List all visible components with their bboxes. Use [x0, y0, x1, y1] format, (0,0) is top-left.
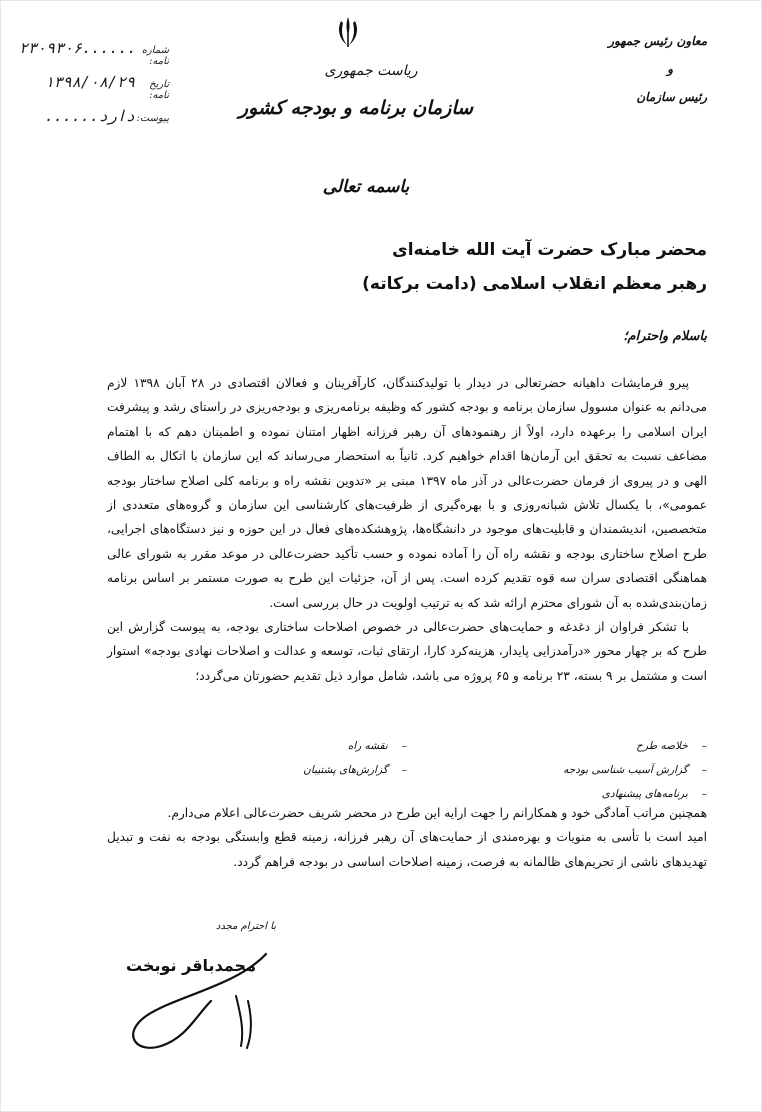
dash-bullet-icon: – — [401, 764, 407, 776]
signature-label: با احترام مجدد — [215, 921, 277, 932]
attachment-item: – برنامه‌های پیشنهادی — [601, 788, 707, 800]
closing-paragraph-1: همچنین مراتب آمادگی خود و همکارانم را جهت ارایه این طرح در محضر شریف حضرت‌عالی اعلام می‌دارم. — [167, 806, 707, 820]
dash-bullet-icon: – — [701, 740, 707, 752]
letter-meta — [19, 39, 169, 141]
attachment-item: – نقشه راه — [347, 740, 407, 752]
closing-paragraph-2: امید است با تأسی به منویات و بهره‌مندی از حمایت‌های آن رهبر فرزانه، زمینه قطع وابستگی بودجه به نفت و تبدیل تهدیدهای ناشی از تحریم‌های ظالمانه به فرصت، زمینه اصلاحات اساسی در بودجه فراهم گردد. — [107, 830, 707, 869]
attachment-item: – خلاصه طرح — [636, 740, 707, 752]
dash-bullet-icon: – — [701, 788, 707, 800]
letter-number-row — [19, 39, 169, 73]
letter-attachment-value: ......دارد — [44, 107, 135, 125]
dash-bullet-icon: – — [701, 764, 707, 776]
signer-name: محمدباقر نوبخت — [126, 956, 256, 975]
letter-date-value: ۱۳۹۸/۰۸/۲۹ — [44, 73, 135, 91]
letter-attachment-row — [19, 107, 169, 141]
sender-line-3: رئیس سازمان — [636, 90, 707, 104]
closing-text — [107, 801, 707, 874]
addressee-line-1: محضر مبارک حضرت آیت الله خامنه‌ای — [392, 240, 707, 260]
letter-body — [107, 371, 707, 688]
letter-number-label: شماره نامه: — [141, 45, 169, 67]
letter-date-label: تاریخ نامه: — [149, 79, 169, 101]
basmala: باسمه تعالی — [322, 177, 410, 197]
addressee-line-2: رهبر معظم انقلاب اسلامی (دامت برکاته) — [362, 274, 707, 294]
sender-line-1: معاون رئیس جمهور — [608, 34, 707, 48]
addressee — [147, 233, 707, 301]
organization-title: سازمان برنامه و بودجه کشور — [238, 97, 474, 119]
letter-number-value: ۲۳۰۹۳۰۶...... — [19, 39, 137, 57]
attachment-item: – گزارش‌های پشتیبان — [303, 764, 407, 776]
salutation: باسلام واحترام؛ — [623, 329, 707, 344]
body-paragraph-2: با تشکر فراوان از دغدغه و حمایت‌های حضرت‌عالی در خصوص اصلاحات ساختاری بودجه، به پیوست گزارش این طرح که بر چهار محور «درآمدزایی پایدار، هزینه‌کرد کارا، ارتقای ثبات، توسعه و عدالت و اصلاحات نهادی بودجه» استوار است و مشتمل بر ۹ بسته، ۲۳ برنامه و ۶۵ پروژه می باشد، شامل موارد ذیل تقدیم حضورتان می‌گردد؛ — [107, 620, 707, 683]
presidency-title: ریاست جمهوری — [324, 63, 418, 79]
sender-title — [587, 27, 707, 111]
handwritten-signature-icon — [116, 946, 286, 1056]
dash-bullet-icon: – — [401, 740, 407, 752]
letter-attachment-label: پیوست: — [136, 113, 169, 124]
letter-date-row — [19, 73, 169, 107]
body-paragraph-1: پیرو فرمایشات داهیانه حضرتعالی در دیدار با تولیدکنندگان، کارآفرینان و فعالان اقتصادی در ۲۸ آبان ۱۳۹۸ لازم می‌دانم به عنوان مسوول سازمان برنامه و بودجه کشور که وظیفه برنامه‌ریزی و بودجه‌ریزی در راستای رشد و پیشرفت ایران اسلامی را برعهده دارد، اولاً از رهنمودهای آن رهبر فرزانه اظهار امتنان نموده و اطمینان دهم که با اهتمام مضاعف نسبت به تحقق این آرمان‌ها اقدام خواهیم کرد. ثانیاً به استحضار می‌رساند که این سازمان با اتکال به الطاف الهی و در پیروی از فرمان حضرت‌عالی در آذر ماه ۱۳۹۷ مبنی بر «تدوین نقشه راه و برنامه کلی اصلاح ساختار بودجه عمومی»، با یکسال تلاش شبانه‌روزی و با بهره‌گیری از ظرفیت‌های کارشناسی این سازمان و گروه‌های متعددی از متخصصین، اندیشمندان و قابلیت‌های موجود در دانشگاه‌ها، پژوهشکده‌های فعال در این حوزه و نیز دستگاه‌های اجرایی، طرح اصلاح ساختاری بودجه و نقشه راه آن را آماده نموده و حسب تأکید حضرت‌عالی در موعد مقرر به شورای عالی هماهنگی اقتصادی سران سه قوه تقدیم کرده است. پس از آن، جزئیات این طرح به صورت مستمر بر اساس برنامه زمان‌بندی‌شده به آن شورای محترم ارائه شد که به ترتیب اولویت در حال بررسی است. — [107, 376, 708, 610]
iran-emblem-icon — [335, 15, 361, 49]
sender-line-2: و — [667, 62, 673, 76]
attachment-list — [107, 737, 707, 803]
attachment-item: – گزارش آسیب شناسی بودجه — [563, 764, 707, 776]
